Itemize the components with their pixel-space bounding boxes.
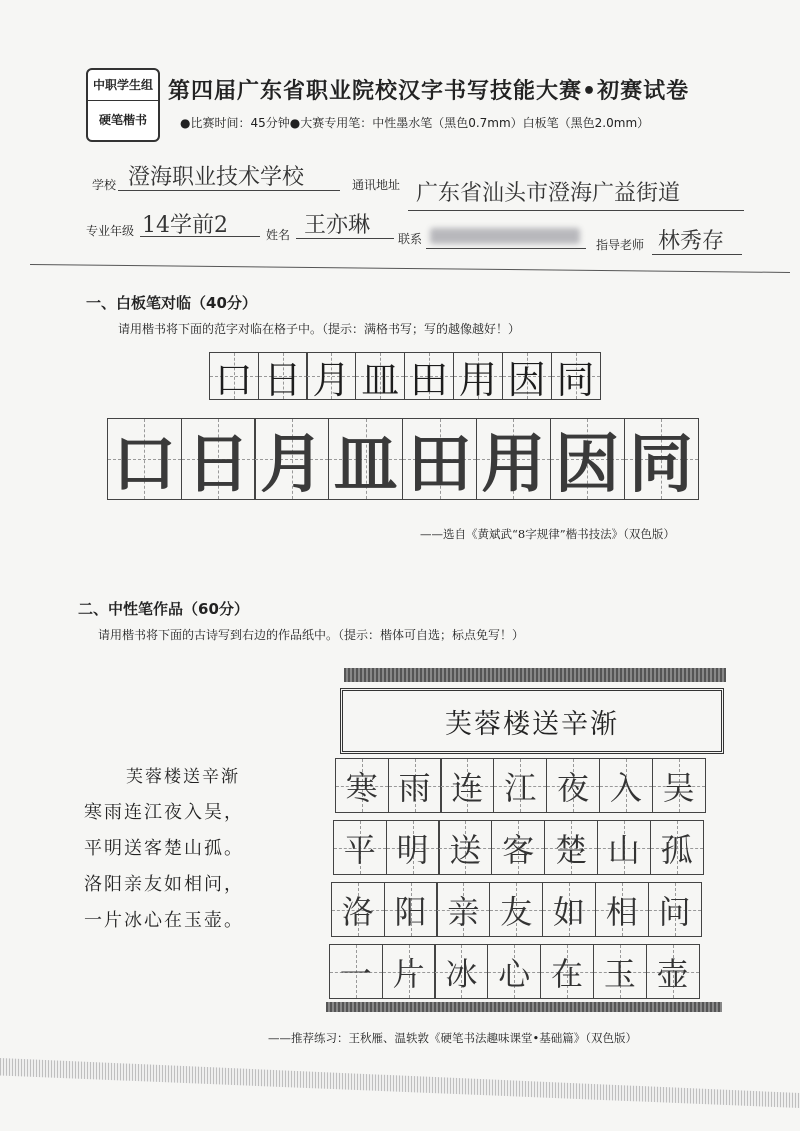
badge-style-label: 硬笔楷书 xyxy=(98,113,147,127)
sheet-cell[interactable]: 洛 xyxy=(331,882,385,937)
sheet-title: 芙蓉楼送辛渐 xyxy=(445,708,619,740)
poem-line: 洛阳亲友如相问， xyxy=(84,874,244,895)
address-field[interactable] xyxy=(408,168,744,211)
sheet-cell[interactable]: 在 xyxy=(540,944,594,999)
page-title: 第四届广东省职业院校汉字书写技能大赛•初赛试卷 xyxy=(168,79,690,104)
sheet-cell[interactable]: 江 xyxy=(493,758,547,813)
section1-title: 一、白板笔对临（40分） xyxy=(86,294,257,312)
model-cell: 田 xyxy=(404,352,454,400)
sheet-cell[interactable]: 寒 xyxy=(335,758,389,813)
practice-cell[interactable]: 田 xyxy=(402,418,477,500)
sheet-cell[interactable]: 山 xyxy=(597,820,651,875)
sheet-cell[interactable]: 入 xyxy=(599,758,653,813)
sheet-cell[interactable]: 问 xyxy=(648,882,702,937)
sheet-row[interactable] xyxy=(334,820,704,875)
sheet-cell[interactable]: 如 xyxy=(542,882,596,937)
sheet-row[interactable] xyxy=(330,944,700,999)
sheet-cell[interactable]: 明 xyxy=(386,820,440,875)
model-cell: 月 xyxy=(306,352,356,400)
poem-line: 一片冰心在玉壶。 xyxy=(84,910,244,931)
sheet-cell[interactable]: 孤 xyxy=(650,820,704,875)
section2-title: 二、中性笔作品（60分） xyxy=(78,600,249,618)
redacted-contact xyxy=(430,228,580,244)
sheet-cell[interactable]: 客 xyxy=(491,820,545,875)
practice-cell[interactable]: 月 xyxy=(254,418,329,500)
sheet-cell[interactable]: 心 xyxy=(487,944,541,999)
name-value: 王亦琳 xyxy=(304,213,371,238)
sheet-top-border xyxy=(344,668,726,682)
sheet-row[interactable] xyxy=(336,758,706,813)
grade-value: 14学前2 xyxy=(142,213,228,238)
grade-field[interactable] xyxy=(140,210,260,237)
header-divider xyxy=(30,264,790,273)
section1-source: ——选自《黄斌武“8字规律”楷书技法》（双色版） xyxy=(420,527,675,541)
section2-instruction: 请用楷书将下面的古诗写到右边的作品纸中。（提示：楷体可自选；标点免写！） xyxy=(98,628,525,642)
model-cell: 日 xyxy=(258,352,308,400)
model-cell: 同 xyxy=(551,352,601,400)
sheet-cell[interactable]: 壶 xyxy=(646,944,700,999)
sheet-cell[interactable]: 阳 xyxy=(384,882,438,937)
model-cell: 口 xyxy=(209,352,259,400)
model-cell: 用 xyxy=(453,352,503,400)
badge-group-label: 中职学生组 xyxy=(88,70,158,101)
practice-cell[interactable]: 用 xyxy=(476,418,551,500)
section1-instruction: 请用楷书将下面的范字对临在格子中。（提示：满格书写；写的越像越好！） xyxy=(118,322,521,336)
scan-edge-strip xyxy=(0,1058,800,1108)
school-value: 澄海职业技术学校 xyxy=(128,165,305,190)
sheet-cell[interactable]: 相 xyxy=(595,882,649,937)
school-label: 学校 xyxy=(92,178,117,192)
poem-line: 寒雨连江夜入吴， xyxy=(84,802,244,823)
sheet-cell[interactable]: 冰 xyxy=(434,944,488,999)
sheet-cell[interactable]: 楚 xyxy=(544,820,598,875)
practice-cell[interactable]: 因 xyxy=(550,418,625,500)
sheet-bottom-border xyxy=(326,1002,722,1012)
poem-line: 平明送客楚山孤。 xyxy=(84,838,244,859)
sheet-row[interactable] xyxy=(332,882,702,937)
sheet-cell[interactable]: 送 xyxy=(438,820,492,875)
teacher-value: 林秀存 xyxy=(658,229,725,254)
contact-field[interactable] xyxy=(426,220,586,249)
model-cell: 皿 xyxy=(355,352,405,400)
model-char-row xyxy=(210,352,601,400)
sheet-cell[interactable]: 片 xyxy=(382,944,436,999)
sheet-cell[interactable]: 连 xyxy=(440,758,494,813)
sheet-cell[interactable]: 玉 xyxy=(593,944,647,999)
practice-cell[interactable]: 日 xyxy=(181,418,256,500)
sheet-cell[interactable]: 夜 xyxy=(546,758,600,813)
sheet-title-box[interactable] xyxy=(340,688,724,754)
recommend-note: ——推荐练习：王秋雁、温轶敦《硬笔书法趣味课堂•基础篇》（双色版） xyxy=(268,1031,638,1045)
sheet-cell[interactable]: 一 xyxy=(329,944,383,999)
practice-cell[interactable]: 同 xyxy=(624,418,699,500)
name-label: 姓名 xyxy=(266,228,291,242)
sheet-cell[interactable]: 亲 xyxy=(436,882,490,937)
exam-rules: ●比赛时间：45分钟●大赛专用笔：中性墨水笔（黑色0.7mm）白板笔（黑色2.0mm） xyxy=(180,116,650,130)
contact-label: 联系 xyxy=(398,232,423,246)
name-field[interactable] xyxy=(296,212,394,239)
sheet-cell[interactable]: 吴 xyxy=(652,758,706,813)
school-field[interactable] xyxy=(118,164,340,191)
practice-char-row[interactable] xyxy=(108,418,699,500)
sheet-cell[interactable]: 友 xyxy=(489,882,543,937)
category-badge xyxy=(86,68,160,142)
address-value: 广东省汕头市澄海广益街道 xyxy=(416,181,681,206)
grade-label: 专业年级 xyxy=(86,224,135,238)
practice-cell[interactable]: 口 xyxy=(107,418,182,500)
teacher-label: 指导老师 xyxy=(596,238,645,252)
teacher-field[interactable] xyxy=(652,226,742,255)
sheet-cell[interactable]: 雨 xyxy=(388,758,442,813)
address-label: 通讯地址 xyxy=(352,178,401,192)
model-cell: 因 xyxy=(502,352,552,400)
poem-title: 芙蓉楼送辛渐 xyxy=(126,767,240,787)
sheet-cell[interactable]: 平 xyxy=(333,820,387,875)
practice-cell[interactable]: 皿 xyxy=(328,418,403,500)
